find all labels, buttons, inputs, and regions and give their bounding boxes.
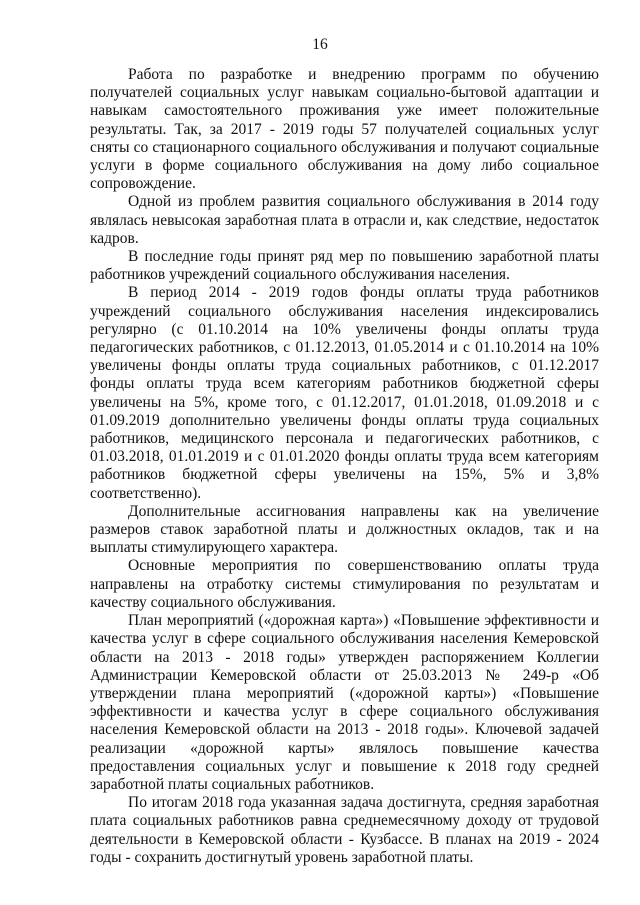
paragraph-low-salary-problem: Одной из проблем развития социального обслуживания в 2014 году являлась невысокая заработная плата в отрасли и, как следствие, недостаток кадров. xyxy=(90,193,599,247)
paragraph-additional-allocations: Дополнительные ассигнования направлены как на увеличение размеров ставок заработной платы и должностных окладов, так и на выплаты стимулирующего характера. xyxy=(90,502,599,557)
paragraph-wage-fund-indexation: В период 2014 - 2019 годов фонды оплаты труда работников учреждений социального обслуживания населения индексировались регулярно (с 01.10.2014 на 10% увеличены фонды оплаты труда педагогических работников, с 01.12.2013, 01.05.2014 и с 01.10.2014 на 10% увеличены фонды оплаты труда социальных работников, с 01.12.2017 фонды оплаты труда всем категориям работников бюджетной сферы увеличены на 5%, кроме того, с 01.12.2017, 01.01.2018, 01.09.2018 и с 01.09.2019 дополнительно увеличены фонды оплаты труда социальных работников, медицинского персонала и педагогических работников, с 01.03.2018, 01.01.2019 и с 01.01.2020 фонды оплаты труда всем категориям работников бюджетной сферы увеличены на 15%, 5% и 3,8% соответственно). xyxy=(90,284,599,502)
paragraph-road-map: План мероприятий («дорожная карта») «Повышение эффективности и качества услуг в сфере социального обслуживания населения Кемеровской области на 2013 - 2018 годы» утвержден распоряжением Коллегии Администрации Кемеровской области от 25.03.2013 № 249-р «Об утверждении плана мероприятий («дорожной карты») «Повышение эффективности и качества услуг в сфере социального обслуживания населения Кемеровской области на 2013 - 2018 годы». Ключевой задачей реализации «дорожной карты» являлось повышение качества предоставления социальных услуг и повышение к 2018 году средней заработной платы социальных работников. xyxy=(90,612,599,793)
body-text xyxy=(90,66,599,867)
paragraph-main-measures: Основные мероприятия по совершенствованию оплаты труда направлены на отработку системы стимулирования по результатам и качеству социального обслуживания. xyxy=(90,557,599,611)
page-number: 16 xyxy=(312,36,328,53)
paragraph-salary-measures: В последние годы принят ряд мер по повышению заработной платы работников учреждений социального обслуживания населения. xyxy=(90,248,599,284)
paragraph-programs-results: Работа по разработке и внедрению программ по обучению получателей социальных услуг навыкам социально-бытовой адаптации и навыкам самостоятельного проживания уже имеет положительные результаты. Так, за 2017 - 2019 годы 57 получателей социальных услуг сняты со стационарного социального обслуживания и получают социальные услуги в форме социального обслуживания на дому либо социальное сопровождение. xyxy=(90,66,599,193)
paragraph-results-2018: По итогам 2018 года указанная задача достигнута, средняя заработная плата социальных работников равна среднемесячному доходу от трудовой деятельности в Кемеровской области - Кузбассе. В планах на 2019 - 2024 годы - сохранить достигнутый уровень заработной платы. xyxy=(90,794,599,866)
